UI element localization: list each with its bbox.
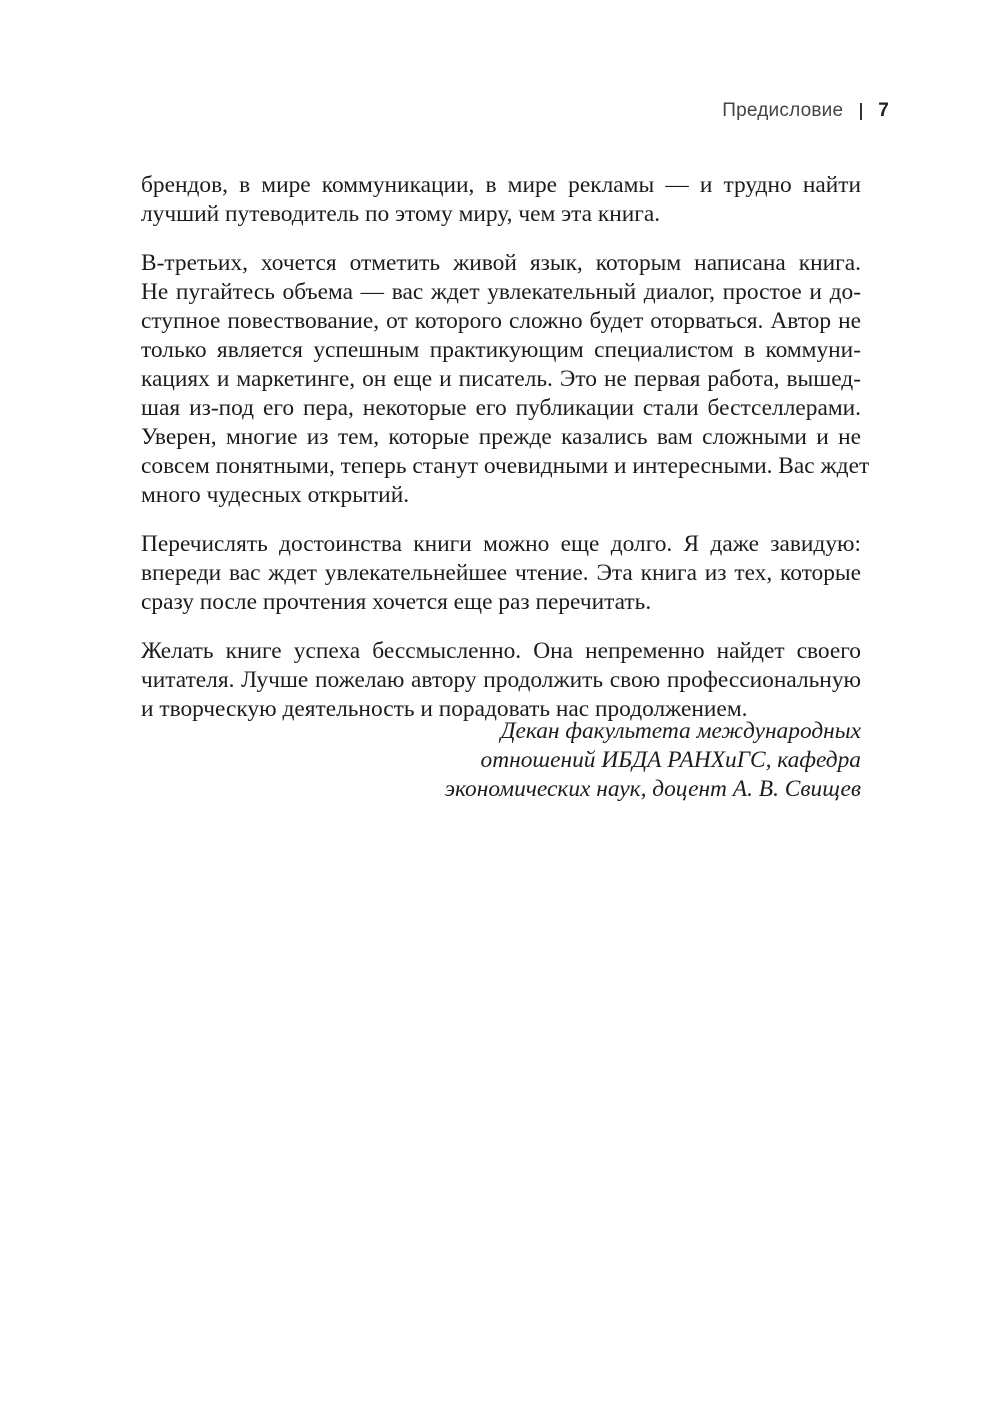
text-line: только является успешным практикующим специалистом в коммуни- [141, 337, 861, 363]
text-line: Уверен, многие из тем, которые прежде казались вам сложными и не [141, 424, 861, 450]
paragraph [141, 530, 861, 617]
running-head-separator [860, 103, 862, 120]
text-line: шая из-под его пера, некоторые его публикации стали бестселлерами. [141, 395, 861, 421]
text-line: читателя. Лучше пожелаю автору продолжить свою профессиональную [141, 667, 861, 693]
paragraph [141, 637, 861, 724]
paragraph [141, 249, 870, 510]
text-line: совсем понятными, теперь станут очевидными и интересными. Вас ждет [141, 453, 870, 479]
text-line: ступное повествование, от которого сложно будет оторваться. Автор не [141, 308, 861, 334]
text-line: Не пугайтесь объема — вас ждет увлекательный диалог, простое и до- [141, 279, 861, 305]
paragraph [141, 171, 861, 229]
text-line: кациях и маркетинге, он еще и писатель. Это не первая работа, вышед- [141, 366, 861, 392]
running-head-section-title: Предисловие [722, 100, 844, 121]
text-line: лучший путеводитель по этому миру, чем эта книга. [141, 201, 661, 227]
text-line: Перечислять достоинства книги можно еще долго. Я даже завидую: [141, 531, 861, 557]
text-line: и творческую деятельность и порадовать нас продолжением. [141, 696, 748, 722]
text-line: В-третьих, хочется отметить живой язык, которым написана книга. [141, 250, 861, 276]
text-line: брендов, в мире коммуникации, в мире рекламы — и трудно найти [141, 172, 861, 198]
page-number: 7 [878, 100, 889, 121]
signature-line: экономических наук, доцент А. В. Свищев [444, 776, 861, 802]
text-line: впереди вас ждет увлекательнейшее чтение. Эта книга из тех, которые [141, 560, 861, 586]
text-line: много чудесных открытий. [141, 482, 410, 508]
signature-line: отношений ИБДА РАНХиГС, кафедра [480, 747, 861, 773]
author-signature [141, 717, 861, 804]
body-text [141, 171, 870, 744]
running-head [722, 100, 889, 122]
text-line: Желать книге успеха бессмысленно. Она непременно найдет своего [141, 638, 861, 664]
text-line: сразу после прочтения хочется еще раз перечитать. [141, 589, 652, 615]
signature-line: Декан факультета международных [500, 718, 861, 744]
